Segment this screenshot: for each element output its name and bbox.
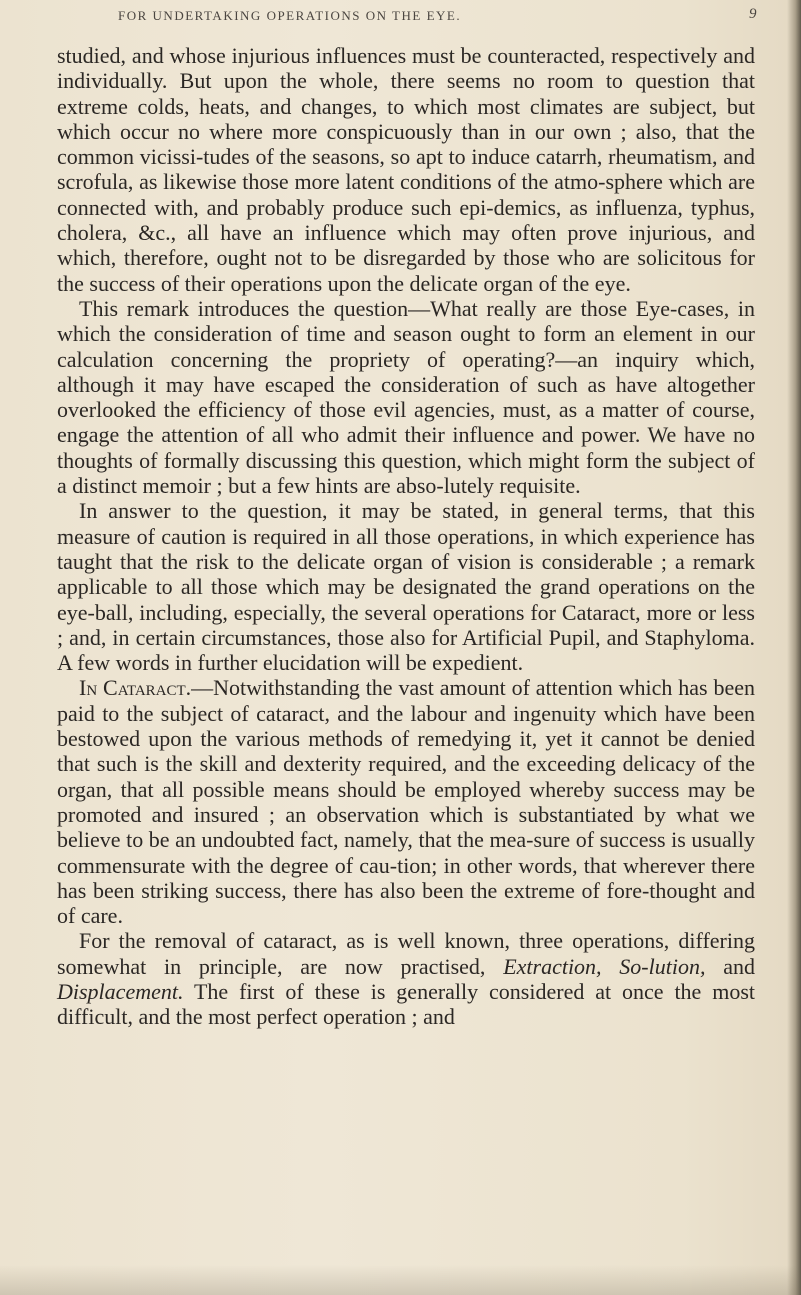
paragraph-3: In answer to the question, it may be stated, in general terms, that this measure of caution is required in all those operations, in which experience has taught that the risk to the delicate organ of vision is considerable ; a remark applicable to all those which may be designated the grand operations on the eye-ball, including, especially, the several operations for Cataract, more or less ; and, in certain circumstances, those also for Artificial Pupil, and Staphyloma. A few words in further elucidation will be expedient. xyxy=(57,498,755,676)
paragraph-5-after: The first of these is generally considered at once the most difficult, and the most perfect operation ; and xyxy=(57,978,755,1030)
paragraph-5 xyxy=(57,928,755,1029)
running-title: FOR UNDERTAKING OPERATIONS ON THE EYE. xyxy=(118,8,462,23)
paragraph-5-mid: and xyxy=(705,953,756,979)
section-lead-in: In Cataract. xyxy=(79,675,192,701)
page-edge-shadow xyxy=(787,0,801,1295)
page-bottom-shadow xyxy=(0,1265,801,1295)
paragraph-4-text: —Notwithstanding the vast amount of attention which has been paid to the subject of cataract, and the labour and ingenuity which have been bestowed upon the various methods of remedying it, yet it cannot be denied that such is the skill and dexterity required, and the exceeding delicacy of the organ, that all possible means should be employed whereby success may be promoted and insured ; an observation which is substantiated by what we believe to be an undoubted fact, namely, that the mea-sure of success is usually commensurate with the degree of cau-tion; in other words, that wherever there has been striking success, there has also been the extreme of fore-thought and of care. xyxy=(57,675,755,929)
displacement-italic: Displacement. xyxy=(57,978,184,1004)
paragraph-2: This remark introduces the question—What really are those Eye-cases, in which the consideration of time and season ought to form an element in our calculation concerning the propriety of operating?—an inquiry which, although it may have escaped the consideration of such as have altogether overlooked the efficiency of those evil agencies, must, as a matter of course, engage the attention of all who admit their influence and power. We have no thoughts of formally discussing this question, which might form the subject of a distinct memoir ; but a few hints are abso-lutely requisite. xyxy=(57,295,755,499)
page-number: 9 xyxy=(749,6,758,22)
paragraph-1: studied, and whose injurious influences must be counteracted, respectively and individually. But upon the whole, there seems no room to question that extreme colds, heats, and changes, to which most climates are subject, but which occur no where more conspicuously than in our own ; also, that the common vicissi-tudes of the seasons, so apt to induce catarrh, rheumatism, and scrofula, as likewise those more latent conditions of the atmo-sphere which are connected with, and probably produce such epi-demics, as influenza, typhus, cholera, &c., all have an influence which may often prove injurious, and which, therefore, ought not to be disregarded by those who are solicitous for the success of their operations upon the delicate organ of the eye. xyxy=(57,43,755,296)
paragraph-4 xyxy=(57,675,755,928)
body-text xyxy=(57,43,755,1030)
paragraph-5-before: For the removal of cataract, as is well known, three operations, differing somewhat in principle, are now practised, xyxy=(57,928,755,979)
operation-names-italic: Extraction, So-lution, xyxy=(503,953,706,979)
